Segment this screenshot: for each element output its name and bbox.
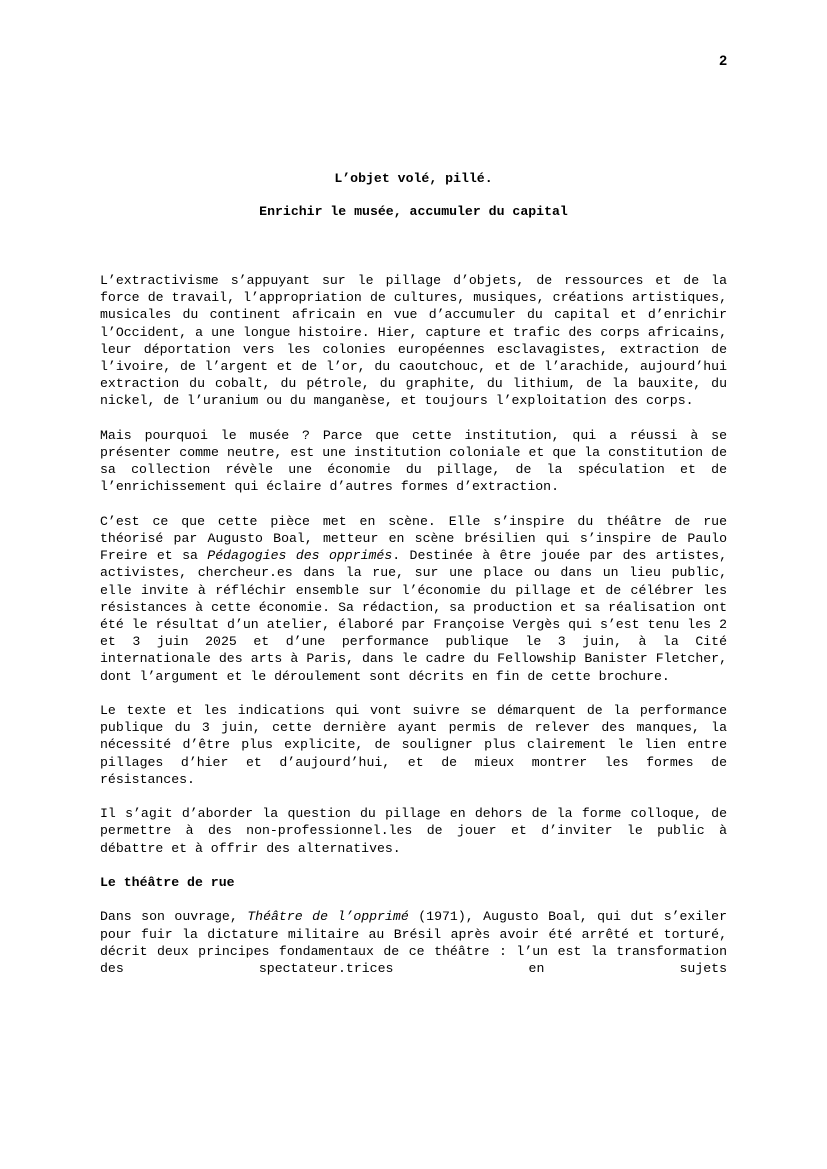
page-subtitle: Enrichir le musée, accumuler du capital bbox=[259, 204, 568, 219]
paragraph-piece-start: C’est ce que cette pièce met en scène. Elle s’inspire du théâtre de rue théorisé par Augusto Boal, metteur en scène brésilien qui s’inspire de Paulo Freire et sa bbox=[100, 513, 727, 564]
document-body bbox=[100, 272, 727, 994]
paragraph-texte: Le texte et les indications qui vont suivre se démarquent de la performance publique du 3 juin, cette dernière ayant permis de relever des manques, la nécessité d’être plus explicite, de souligner plus clairement le lien entre pillages d’hier et d’aujourd’hui, et de mieux montrer les formes de résistances. bbox=[100, 703, 727, 787]
paragraph-colloque: Il s’agit d’aborder la question du pillage en dehors de la forme colloque, de permettre à des non-professionnel.les de jouer et d’inviter le public à débattre et à offrir des alternatives. bbox=[100, 806, 727, 856]
paragraph-piece bbox=[100, 513, 727, 685]
book-title-pedagogies: Pédagogies des opprimés bbox=[207, 548, 393, 564]
page-number: 2 bbox=[719, 52, 727, 68]
book-title-theatre: Théâtre de l’opprimé bbox=[247, 909, 409, 925]
section-heading: Le théâtre de rue bbox=[100, 875, 235, 891]
paragraph-piece-end: . Destinée à être jouée par des artistes, activistes, chercheur.es dans la rue, sur une place ou dans un lieu public, elle invite à réfléchir ensemble sur l’économie du pillage et de célébrer les résistances à cette économie. Sa rédaction, sa production et sa réalisation ont été le résultat d’un atelier, élaboré par Françoise Vergès qui s’est tenu les 2 et 3 juin 2025 et d’une performance publique le 3 juin, à la Cité internationale des arts à Paris, dans le cadre du Fellowship Banister Fletcher, dont l’argument et le déroulement sont décrits en fin de cette brochure. bbox=[100, 548, 727, 684]
paragraph-boal bbox=[100, 908, 727, 977]
paragraph-boal-end: (1971), Augusto Boal, qui dut s’exiler pour fuir la dictature militaire au Brésil après avoir été arrêté et torturé, décrit deux principes fondamentaux de ce théâtre : l’un est la transformation des spectateur.trices en sujets bbox=[100, 909, 728, 977]
paragraph-boal-start: Dans son ouvrage, bbox=[100, 909, 248, 925]
page-title: L’objet volé, pillé. bbox=[334, 171, 493, 186]
paragraph-musee: Mais pourquoi le musée ? Parce que cette institution, qui a réussi à se présenter comme neutre, est une institution coloniale et que la constitution de sa collection révèle une économie du pillage, de la spéculation et de l’enrichissement qui éclaire d’autres formes d’extraction. bbox=[100, 427, 727, 495]
paragraph-extractivisme: L’extractivisme s’appuyant sur le pillage d’objets, de ressources et de la force de travail, l’appropriation de cultures, musiques, créations artistiques, musicales du continent africain en vue d’accumuler du capital et d’enrichir l’Occident, a une longue histoire. Hier, capture et trafic des corps africains, leur déportation vers les colonies européennes esclavagistes, extraction de l’ivoire, de l’argent et de l’or, du caoutchouc, et de l’arachide, aujourd’hui extraction du cobalt, du pétrole, du graphite, du lithium, de la bauxite, du nickel, de l’uranium ou du manganèse, et toujours l’exploitation des corps. bbox=[100, 273, 727, 409]
